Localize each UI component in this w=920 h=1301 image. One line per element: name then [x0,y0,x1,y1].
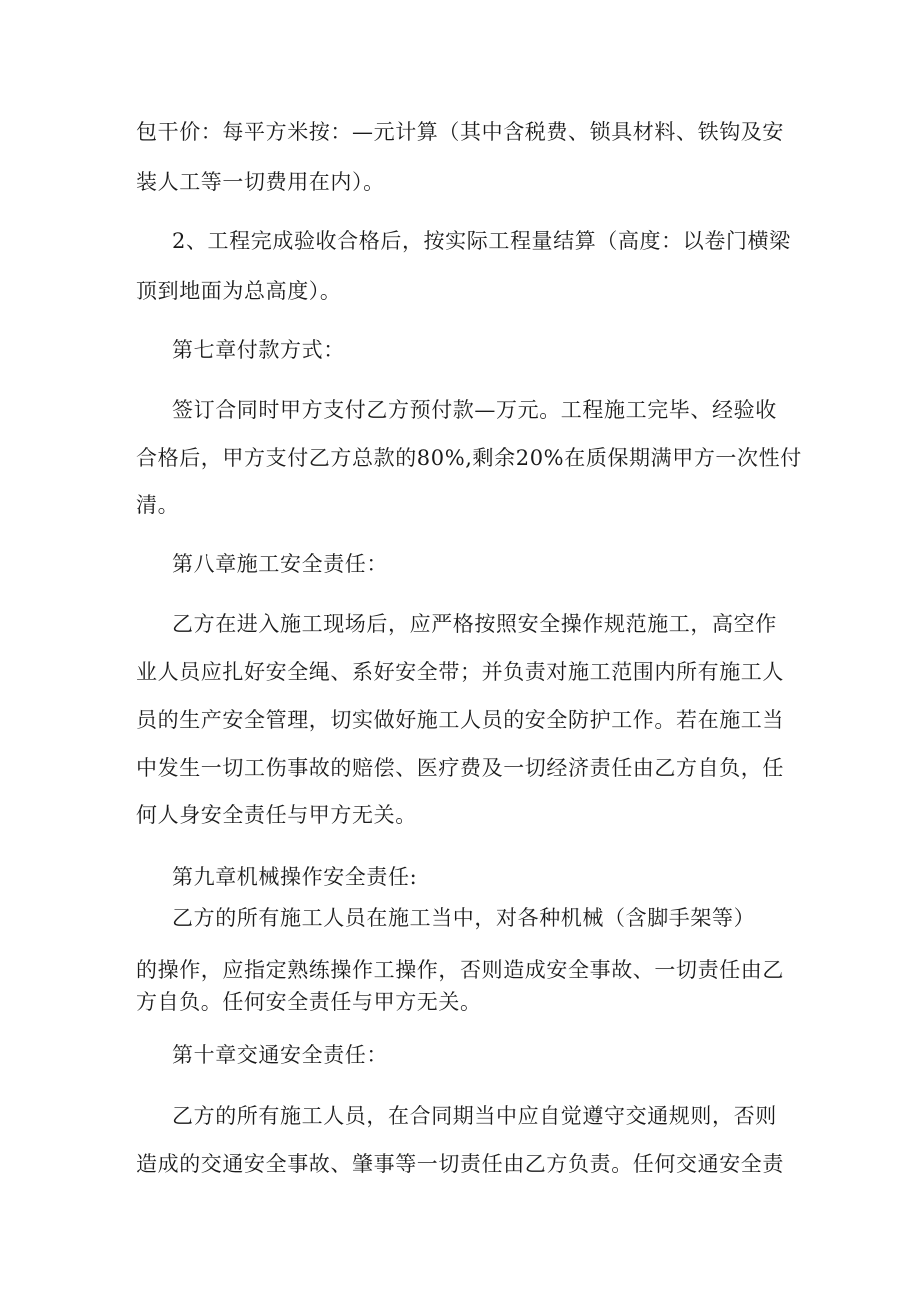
text-line: 员的生产安全管理，切实做好施工人员的安全防护工作。若在施工当 [136,708,784,732]
chapter-heading: 第九章机械操作安全责任: [172,865,418,889]
text-line: 2、工程完成验收合格后，按实际工程量结算（高度：以卷门横梁 [172,229,791,253]
chapter-heading: 第七章付款方式： [172,338,345,362]
text-line: 何人身安全责任与甲方无关。 [136,803,417,827]
text-line: 方自负。任何安全责任与甲方无关。 [136,990,482,1014]
text-line: 业人员应扎好安全绳、系好安全带；并负责对施工范围内所有施工人 [136,660,784,684]
text-line: 合格后，甲方支付乙方总款的80%,剩余20%在质保期满甲方一次性付 [136,446,802,470]
text-line: 中发生一切工伤事故的赔偿、医疗费及一切经济责任由乙方自负，任 [136,756,784,780]
text-line: 的操作，应指定熟练操作工操作，否则造成安全事故、一切责任由乙 [136,958,784,982]
text-line: 顶到地面为总高度）。 [136,279,342,303]
text-line: 签订合同时甲方支付乙方预付款—万元。工程施工完毕、经验收 [172,398,777,422]
text-line: 造成的交通安全事故、肇事等一切责任由乙方负责。任何交通安全责 [136,1152,784,1176]
text-line: 乙方的所有施工人员在施工当中，对各种机械（含脚手架等） [172,906,756,930]
text-line: 装人工等一切费用在内）。 [136,170,385,194]
text-line: 乙方在进入施工现场后，应严格按照安全操作规范施工，高空作 [172,612,777,636]
text-line: 清。 [136,493,180,517]
text-line: 乙方的所有施工人员，在合同期当中应自觉遵守交通规则，否则 [172,1104,777,1128]
text-line: 包干价：每平方米按：—元计算（其中含税费、锁具材料、铁钩及安 [136,120,784,144]
chapter-heading: 第十章交通安全责任： [172,1043,388,1067]
chapter-heading: 第八章施工安全责任： [172,552,388,576]
